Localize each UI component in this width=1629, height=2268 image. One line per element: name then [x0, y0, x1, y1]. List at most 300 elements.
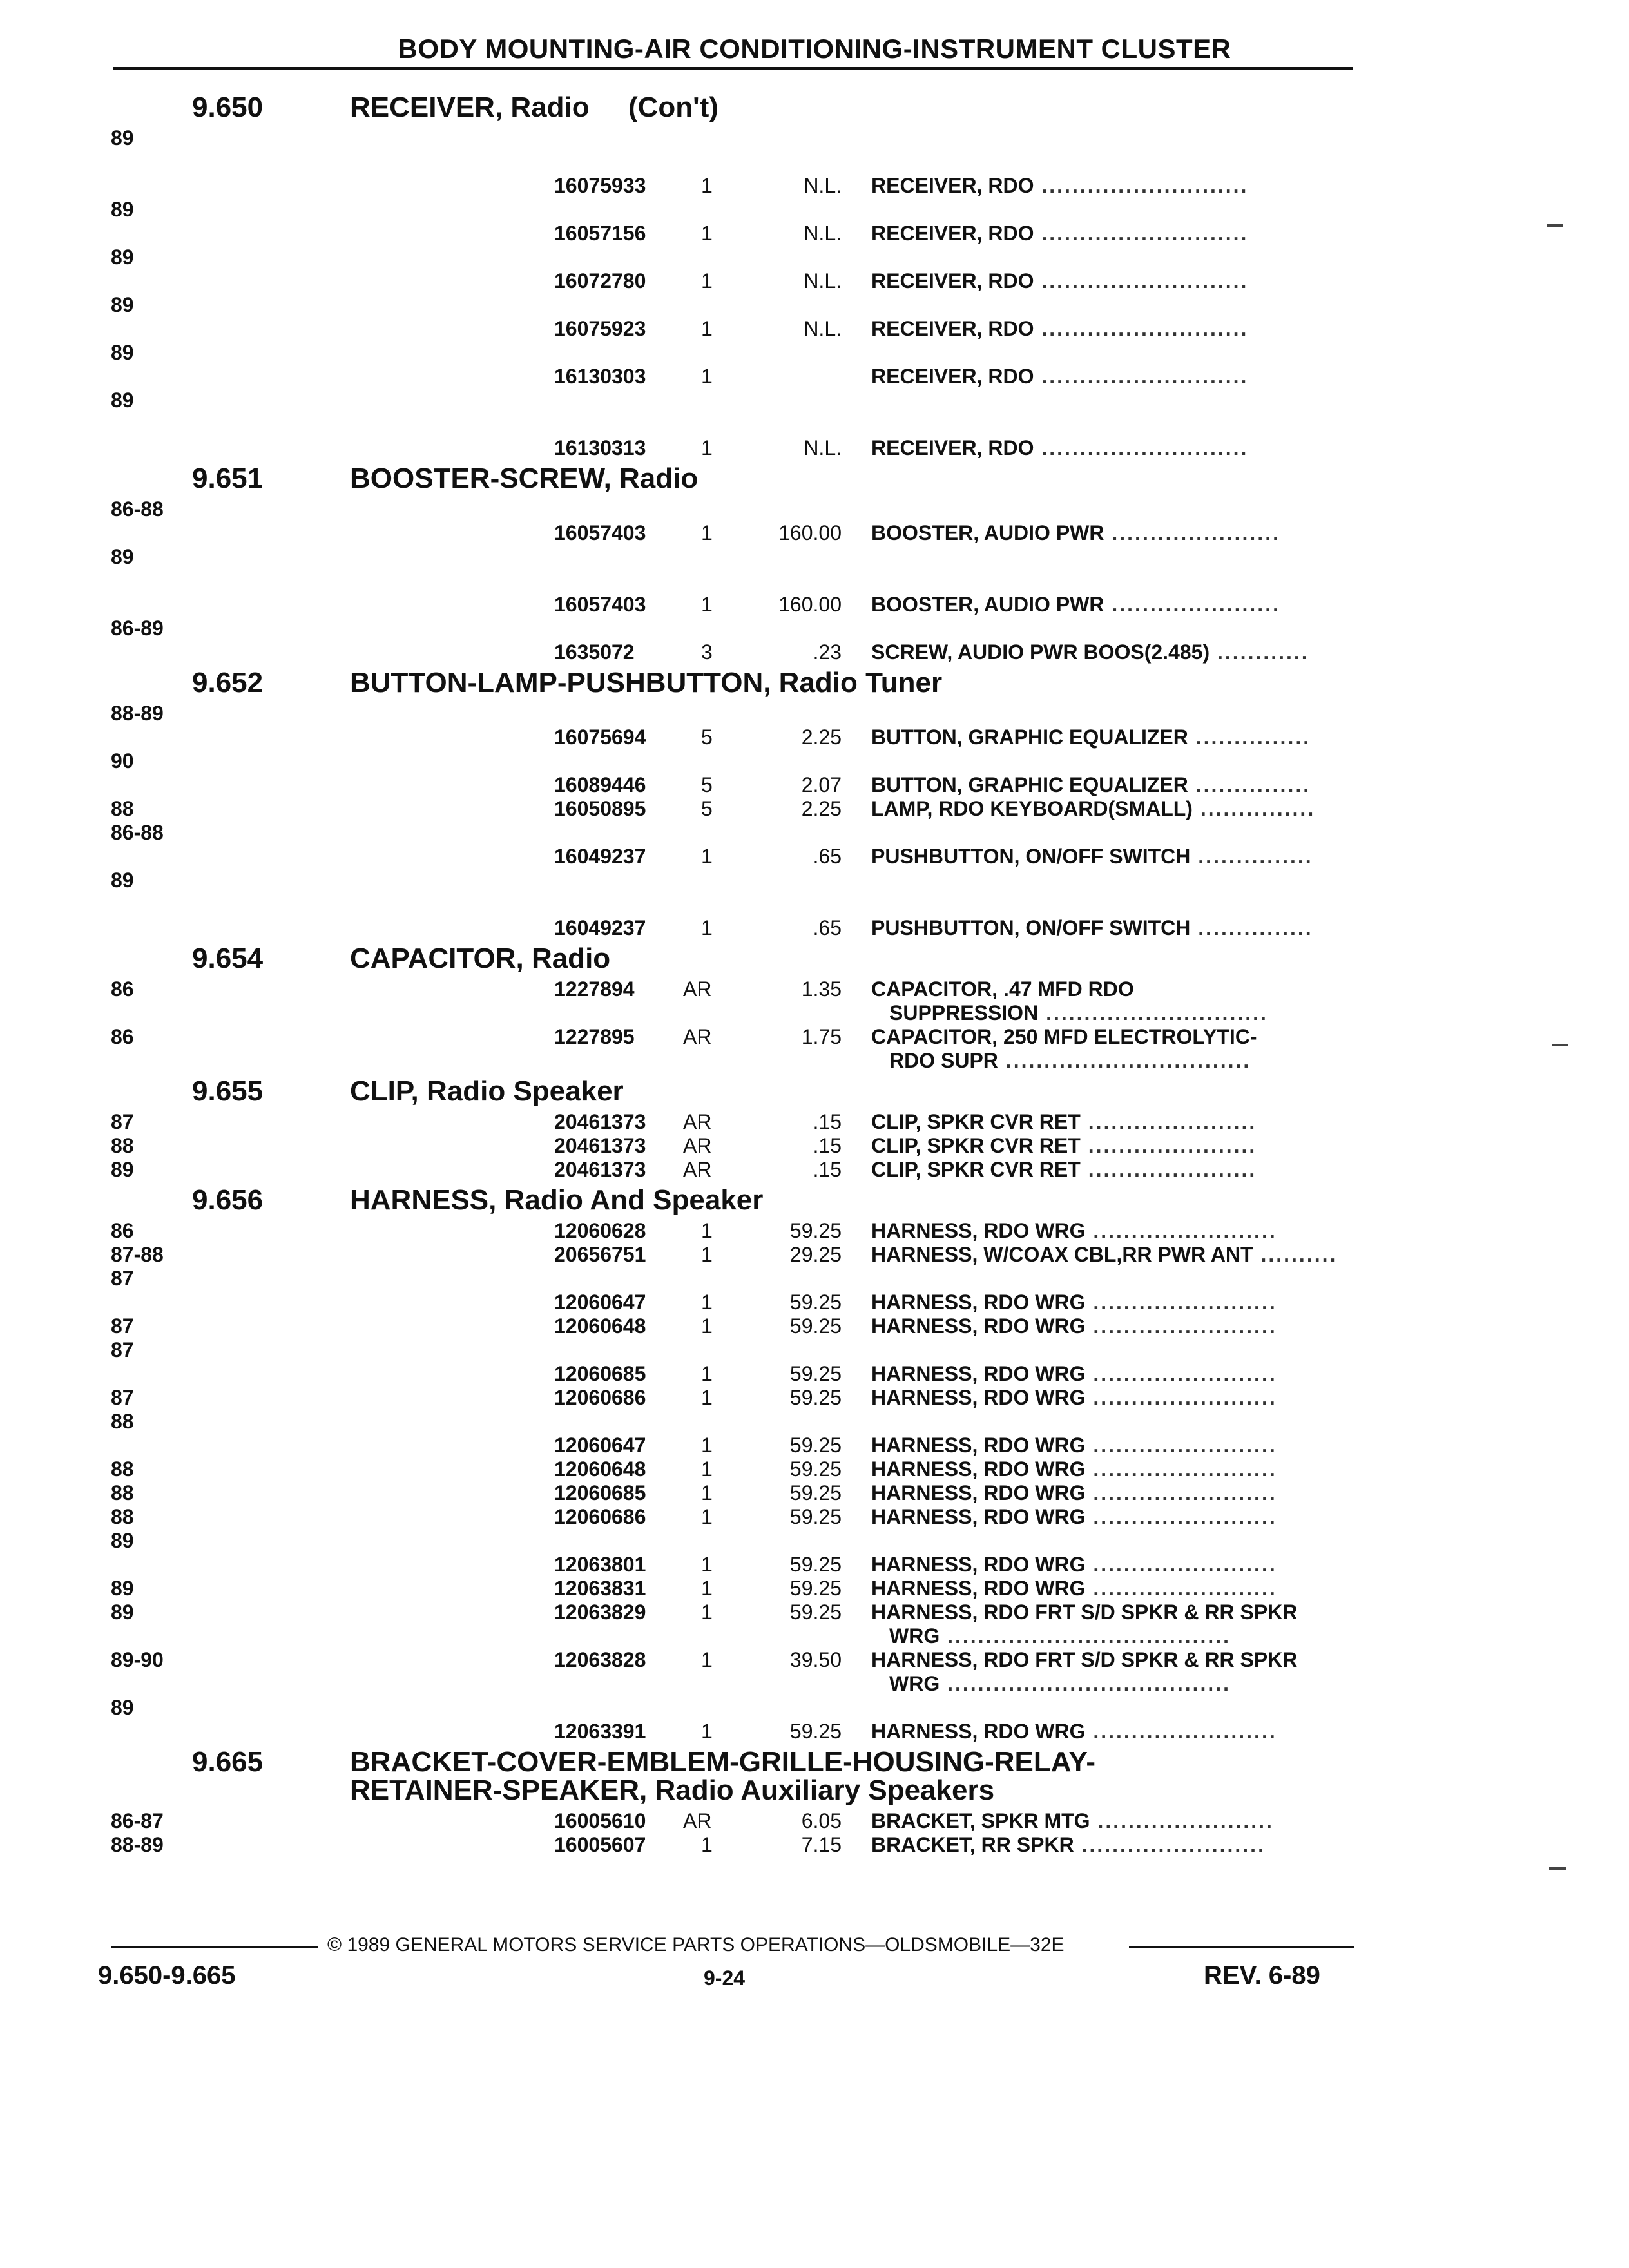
leader-dots: ........................	[1085, 1362, 1277, 1385]
part-name-text: RECEIVER, RDO	[871, 365, 1034, 388]
part-name	[871, 1600, 1297, 1624]
quantity: 1	[701, 1600, 713, 1624]
quantity: AR	[683, 1158, 712, 1181]
entry-line	[0, 269, 1629, 293]
part-number: 16005610	[554, 1809, 646, 1832]
leader-dots: ........................	[1085, 1457, 1277, 1481]
entry-line	[0, 1025, 1629, 1049]
part-number: 12060686	[554, 1386, 646, 1409]
part-name-text: LAMP, RDO KEYBOARD(SMALL)	[871, 797, 1193, 820]
price: 7.15	[801, 1833, 842, 1856]
leader-dots: ...........................	[1034, 436, 1249, 459]
quantity: 5	[701, 726, 713, 749]
price: 2.25	[801, 726, 842, 749]
model-year: 89	[111, 126, 134, 149]
section-number: 9.650	[192, 91, 264, 123]
part-name-text: HARNESS, RDO WRG	[871, 1291, 1086, 1314]
model-year: 89	[111, 341, 134, 364]
quantity: 1	[701, 436, 713, 459]
price: 160.00	[778, 521, 842, 544]
parts-entry	[0, 1600, 1629, 1648]
entry-line	[0, 1457, 1629, 1481]
part-name-text: RECEIVER, RDO	[871, 174, 1034, 197]
quantity: AR	[683, 1110, 712, 1133]
leader-dots: ........................	[1085, 1553, 1277, 1576]
part-number: 12060647	[554, 1291, 646, 1314]
model-year: 89	[111, 1158, 134, 1181]
part-number: 16089446	[554, 773, 646, 796]
part-number: 16130313	[554, 436, 646, 459]
part-name	[871, 1505, 1277, 1529]
quantity: 1	[701, 1219, 713, 1242]
entry-line	[0, 1434, 1629, 1457]
part-name-text: HARNESS, RDO FRT S/D SPKR & RR SPKR	[871, 1600, 1298, 1624]
parts-entry	[0, 1696, 1629, 1744]
section-title: HARNESS, Radio And Speaker	[350, 1184, 764, 1216]
quantity: 3	[701, 640, 713, 664]
model-year: 88	[111, 1505, 134, 1528]
part-name-text: HARNESS, W/COAX CBL,RR PWR ANT	[871, 1243, 1253, 1266]
parts-entry	[0, 1481, 1629, 1505]
model-year: 89	[111, 1529, 134, 1552]
section-header	[0, 1073, 1629, 1110]
model-year: 88	[111, 1457, 134, 1481]
parts-catalog-listing	[0, 89, 1629, 1857]
model-year: 89	[111, 1577, 134, 1600]
price: .15	[813, 1134, 842, 1157]
leader-dots: .............................	[1038, 1001, 1268, 1024]
price: 59.25	[789, 1457, 842, 1481]
section-continued: (Con't)	[628, 91, 718, 123]
part-name	[871, 977, 1134, 1001]
entry-line	[0, 222, 1629, 245]
leader-dots: ......................	[1080, 1110, 1257, 1133]
parts-entry	[0, 869, 1629, 940]
section-header-continuation	[0, 1772, 1629, 1809]
section-title-line2: RETAINER-SPEAKER, Radio Auxiliary Speakers	[350, 1774, 995, 1806]
entry-line	[0, 1553, 1629, 1577]
part-number: 20656751	[554, 1243, 646, 1266]
part-name	[871, 1291, 1277, 1314]
quantity: 1	[701, 593, 713, 616]
quantity: 1	[701, 1314, 713, 1338]
model-year: 87	[111, 1267, 134, 1290]
parts-entry	[0, 1833, 1629, 1857]
model-year: 89	[111, 198, 134, 221]
part-name-text: HARNESS, RDO WRG	[871, 1362, 1086, 1385]
section-title: RECEIVER, Radio	[350, 91, 590, 123]
quantity: 1	[701, 916, 713, 939]
model-year: 88	[111, 1481, 134, 1504]
entry-line	[0, 1158, 1629, 1182]
part-name	[871, 1314, 1277, 1338]
section-title: BOOSTER-SCREW, Radio	[350, 463, 699, 494]
part-name	[871, 1481, 1277, 1505]
model-year: 88	[111, 1410, 134, 1433]
part-name	[871, 1553, 1277, 1577]
part-name-text: HARNESS, RDO WRG	[871, 1553, 1086, 1576]
part-number: 16057403	[554, 593, 646, 616]
leader-dots: ........................	[1085, 1481, 1277, 1504]
quantity: 1	[701, 1720, 713, 1743]
model-year: 88	[111, 1134, 134, 1157]
leader-dots: ......................	[1080, 1134, 1257, 1157]
model-year: 87	[111, 1314, 134, 1338]
part-name	[871, 174, 1248, 198]
leader-dots: ...............	[1190, 916, 1313, 939]
section-header	[0, 1182, 1629, 1219]
part-name-text: BRACKET, SPKR MTG	[871, 1809, 1090, 1832]
entry-line	[0, 749, 1629, 773]
entry-line	[0, 1600, 1629, 1624]
quantity: 1	[701, 317, 713, 340]
price: 59.25	[789, 1219, 842, 1242]
entry-line	[0, 1386, 1629, 1410]
entry-line	[0, 545, 1629, 569]
model-year: 89	[111, 869, 134, 892]
quantity: 1	[701, 174, 713, 197]
part-name	[871, 317, 1248, 341]
entry-line	[0, 892, 1629, 916]
part-name	[871, 521, 1280, 545]
model-year: 89-90	[111, 1648, 164, 1671]
price: .23	[813, 640, 842, 664]
leader-dots: ......................	[1104, 593, 1280, 616]
entry-line	[0, 1624, 1629, 1648]
quantity: 1	[701, 1577, 713, 1600]
footer-copyright: © 1989 GENERAL MOTORS SERVICE PARTS OPERATIONS—OLDSMOBILE—32E	[327, 1934, 1065, 1956]
price: 39.50	[789, 1648, 842, 1671]
model-year: 86-88	[111, 821, 164, 844]
entry-line	[0, 1314, 1629, 1338]
part-name-text: RECEIVER, RDO	[871, 269, 1034, 293]
parts-entry	[0, 1267, 1629, 1314]
model-year: 86	[111, 1219, 134, 1242]
parts-entry	[0, 1648, 1629, 1696]
section-title: BRACKET-COVER-EMBLEM-GRILLE-HOUSING-RELAY-	[350, 1746, 1096, 1778]
entry-line	[0, 174, 1629, 198]
parts-entry	[0, 1243, 1629, 1267]
quantity: 1	[701, 521, 713, 544]
part-name	[871, 1720, 1277, 1744]
price: 59.25	[789, 1434, 842, 1457]
part-number: 1635072	[554, 640, 635, 664]
price: N.L.	[804, 436, 842, 459]
price: 59.25	[789, 1505, 842, 1528]
footer-section-range: 9.650-9.665	[98, 1961, 236, 1990]
quantity: 5	[701, 773, 713, 796]
parts-entry	[0, 1025, 1629, 1073]
quantity: 1	[701, 1434, 713, 1457]
leader-dots: ......................	[1080, 1158, 1257, 1181]
entry-line	[0, 797, 1629, 821]
part-number: 16072780	[554, 269, 646, 293]
part-name	[871, 1434, 1277, 1457]
model-year: 86	[111, 977, 134, 1001]
entry-line	[0, 821, 1629, 845]
parts-entry	[0, 1134, 1629, 1158]
part-name	[871, 1386, 1277, 1410]
entry-line	[0, 916, 1629, 940]
section-number: 9.656	[192, 1184, 264, 1216]
quantity: 5	[701, 797, 713, 820]
price: .15	[813, 1158, 842, 1181]
parts-entry	[0, 797, 1629, 821]
parts-entry	[0, 821, 1629, 869]
part-number: 12060648	[554, 1457, 646, 1481]
part-number: 20461373	[554, 1110, 646, 1133]
part-number: 12060686	[554, 1505, 646, 1528]
part-name	[871, 1457, 1277, 1481]
leader-dots: ........................	[1085, 1219, 1277, 1242]
price: 59.25	[789, 1362, 842, 1385]
model-year: 88-89	[111, 702, 164, 725]
leader-dots: .....................................	[940, 1672, 1231, 1695]
part-name-text: HARNESS, RDO WRG	[871, 1720, 1086, 1743]
leader-dots: ..........	[1253, 1243, 1338, 1266]
quantity: 1	[701, 1648, 713, 1671]
section-header	[0, 940, 1629, 977]
price: .65	[813, 845, 842, 868]
entry-line	[0, 1110, 1629, 1134]
parts-entry	[0, 293, 1629, 341]
entry-line	[0, 1577, 1629, 1600]
leader-dots: ........................	[1074, 1833, 1266, 1856]
entry-line	[0, 198, 1629, 222]
part-name-text: RECEIVER, RDO	[871, 436, 1034, 459]
quantity: AR	[683, 1025, 712, 1048]
section-header	[0, 664, 1629, 702]
price: .15	[813, 1110, 842, 1133]
model-year: 87	[111, 1110, 134, 1133]
part-name	[871, 222, 1248, 245]
price: .65	[813, 916, 842, 939]
model-year: 89	[111, 1696, 134, 1719]
entry-line	[0, 126, 1629, 150]
part-number: 20461373	[554, 1158, 646, 1181]
entry-line	[0, 977, 1629, 1001]
parts-entry	[0, 1158, 1629, 1182]
part-name-text: PUSHBUTTON, ON/OFF SWITCH	[871, 845, 1191, 868]
part-name	[871, 797, 1315, 821]
part-name-continuation	[889, 1672, 1231, 1696]
part-name	[871, 845, 1313, 869]
leader-dots: ........................	[1085, 1291, 1277, 1314]
entry-line	[0, 1696, 1629, 1720]
part-number: 12063391	[554, 1720, 646, 1743]
leader-dots: ...........................	[1034, 174, 1249, 197]
margin-mark	[1552, 1044, 1568, 1046]
part-number: 12063829	[554, 1600, 646, 1624]
entry-line	[0, 869, 1629, 892]
entry-line	[0, 1291, 1629, 1314]
quantity: 1	[701, 845, 713, 868]
entry-line	[0, 1267, 1629, 1291]
quantity: 1	[701, 1505, 713, 1528]
price: 59.25	[789, 1577, 842, 1600]
section-number: 9.654	[192, 943, 264, 974]
entry-line	[0, 497, 1629, 521]
entry-line	[0, 389, 1629, 412]
entry-line	[0, 1720, 1629, 1744]
part-name	[871, 1833, 1266, 1857]
parts-entry	[0, 1577, 1629, 1600]
parts-entry	[0, 1457, 1629, 1481]
part-name-continuation	[889, 1049, 1251, 1073]
part-name	[871, 773, 1311, 797]
entry-line	[0, 293, 1629, 317]
part-number: 12060647	[554, 1434, 646, 1457]
leader-dots: ...........................	[1034, 365, 1249, 388]
part-name-text: SUPPRESSION	[889, 1001, 1039, 1024]
entry-line	[0, 640, 1629, 664]
entry-line	[0, 521, 1629, 545]
leader-dots: ........................	[1085, 1577, 1277, 1600]
model-year: 88-89	[111, 1833, 164, 1856]
entry-line	[0, 1049, 1629, 1073]
entry-line	[0, 1410, 1629, 1434]
model-year: 88	[111, 797, 134, 820]
part-number: 1227895	[554, 1025, 635, 1048]
footer-page-number: 9-24	[704, 1966, 746, 1990]
parts-entry	[0, 545, 1629, 617]
part-name	[871, 436, 1248, 460]
part-number: 12060685	[554, 1481, 646, 1504]
part-name	[871, 1110, 1257, 1134]
part-number: 12063801	[554, 1553, 646, 1576]
entry-line	[0, 1243, 1629, 1267]
part-name-text: BUTTON, GRAPHIC EQUALIZER	[871, 773, 1188, 796]
entry-line	[0, 1505, 1629, 1529]
part-number: 16005607	[554, 1833, 646, 1856]
price: 1.35	[801, 977, 842, 1001]
entry-line	[0, 245, 1629, 269]
parts-entry	[0, 1809, 1629, 1833]
leader-dots: ............	[1210, 640, 1309, 664]
part-name-text: HARNESS, RDO WRG	[871, 1481, 1086, 1504]
section-title: CLIP, Radio Speaker	[350, 1075, 624, 1107]
quantity: 1	[701, 1553, 713, 1576]
part-number: 16075933	[554, 174, 646, 197]
price: 59.25	[789, 1291, 842, 1314]
entry-line	[0, 1219, 1629, 1243]
price: N.L.	[804, 222, 842, 245]
part-number: 16057156	[554, 222, 646, 245]
page-title: BODY MOUNTING-AIR CONDITIONING-INSTRUMENT CLUSTER	[398, 34, 1231, 64]
parts-entry	[0, 1386, 1629, 1410]
leader-dots: ...............	[1192, 797, 1316, 820]
leader-dots: ...............	[1188, 726, 1311, 749]
parts-entry	[0, 749, 1629, 797]
part-name-text: HARNESS, RDO WRG	[871, 1314, 1086, 1338]
quantity: 1	[701, 1386, 713, 1409]
part-name	[871, 1809, 1274, 1833]
parts-entry	[0, 1529, 1629, 1577]
part-name	[871, 269, 1248, 293]
leader-dots: ...........................	[1034, 317, 1249, 340]
quantity: 1	[701, 1833, 713, 1856]
footer-rule-right	[1129, 1946, 1354, 1948]
parts-entry	[0, 1314, 1629, 1338]
leader-dots: ........................	[1085, 1505, 1277, 1528]
part-name	[871, 593, 1280, 617]
entry-line	[0, 1672, 1629, 1696]
price: 59.25	[789, 1600, 842, 1624]
model-year: 86-88	[111, 497, 164, 521]
parts-entry	[0, 1410, 1629, 1457]
price: 59.25	[789, 1481, 842, 1504]
parts-entry	[0, 1110, 1629, 1134]
leader-dots: ........................	[1085, 1720, 1277, 1743]
part-name-text: BOOSTER, AUDIO PWR	[871, 521, 1104, 544]
part-number: 16050895	[554, 797, 646, 820]
part-number: 16130303	[554, 365, 646, 388]
part-number: 12060685	[554, 1362, 646, 1385]
entry-line	[0, 412, 1629, 436]
part-name	[871, 1134, 1257, 1158]
leader-dots: ........................	[1085, 1434, 1277, 1457]
price: 2.07	[801, 773, 842, 796]
part-name	[871, 1025, 1257, 1049]
part-name-text: HARNESS, RDO WRG	[871, 1219, 1086, 1242]
parts-entry	[0, 341, 1629, 389]
quantity: 1	[701, 269, 713, 293]
part-name-text: HARNESS, RDO WRG	[871, 1457, 1086, 1481]
model-year: 87-88	[111, 1243, 164, 1266]
part-name	[871, 1158, 1257, 1182]
part-name	[871, 640, 1309, 664]
part-name-text: PUSHBUTTON, ON/OFF SWITCH	[871, 916, 1191, 939]
entry-line	[0, 702, 1629, 726]
parts-entry	[0, 497, 1629, 545]
entry-line	[0, 773, 1629, 797]
model-year: 86-87	[111, 1809, 164, 1832]
parts-entry	[0, 702, 1629, 749]
price: N.L.	[804, 317, 842, 340]
part-name-text: CLIP, SPKR CVR RET	[871, 1110, 1081, 1133]
model-year: 90	[111, 749, 134, 773]
section-title: CAPACITOR, Radio	[350, 943, 611, 974]
leader-dots: ...............	[1190, 845, 1313, 868]
part-name	[871, 726, 1311, 749]
part-name-text: RECEIVER, RDO	[871, 222, 1034, 245]
header-rule	[113, 67, 1353, 70]
entry-line	[0, 1362, 1629, 1386]
price: 6.05	[801, 1809, 842, 1832]
entry-line	[0, 617, 1629, 640]
part-name-text: CAPACITOR, 250 MFD ELECTROLYTIC-	[871, 1025, 1257, 1048]
part-number: 1227894	[554, 977, 635, 1001]
part-name	[871, 1362, 1277, 1386]
entry-line	[0, 1134, 1629, 1158]
leader-dots: ...........................	[1034, 269, 1249, 293]
parts-entry	[0, 1219, 1629, 1243]
parts-entry	[0, 245, 1629, 293]
part-number: 16075694	[554, 726, 646, 749]
leader-dots: ...........................	[1034, 222, 1249, 245]
part-number: 12063828	[554, 1648, 646, 1671]
quantity: 1	[701, 1481, 713, 1504]
entry-line	[0, 1529, 1629, 1553]
entry-line	[0, 1648, 1629, 1672]
part-name-text: WRG	[889, 1672, 940, 1695]
entry-line	[0, 569, 1629, 593]
leader-dots: ........................	[1085, 1314, 1277, 1338]
part-name-text: HARNESS, RDO WRG	[871, 1434, 1086, 1457]
price: 59.25	[789, 1314, 842, 1338]
entry-line	[0, 845, 1629, 869]
quantity: 1	[701, 222, 713, 245]
